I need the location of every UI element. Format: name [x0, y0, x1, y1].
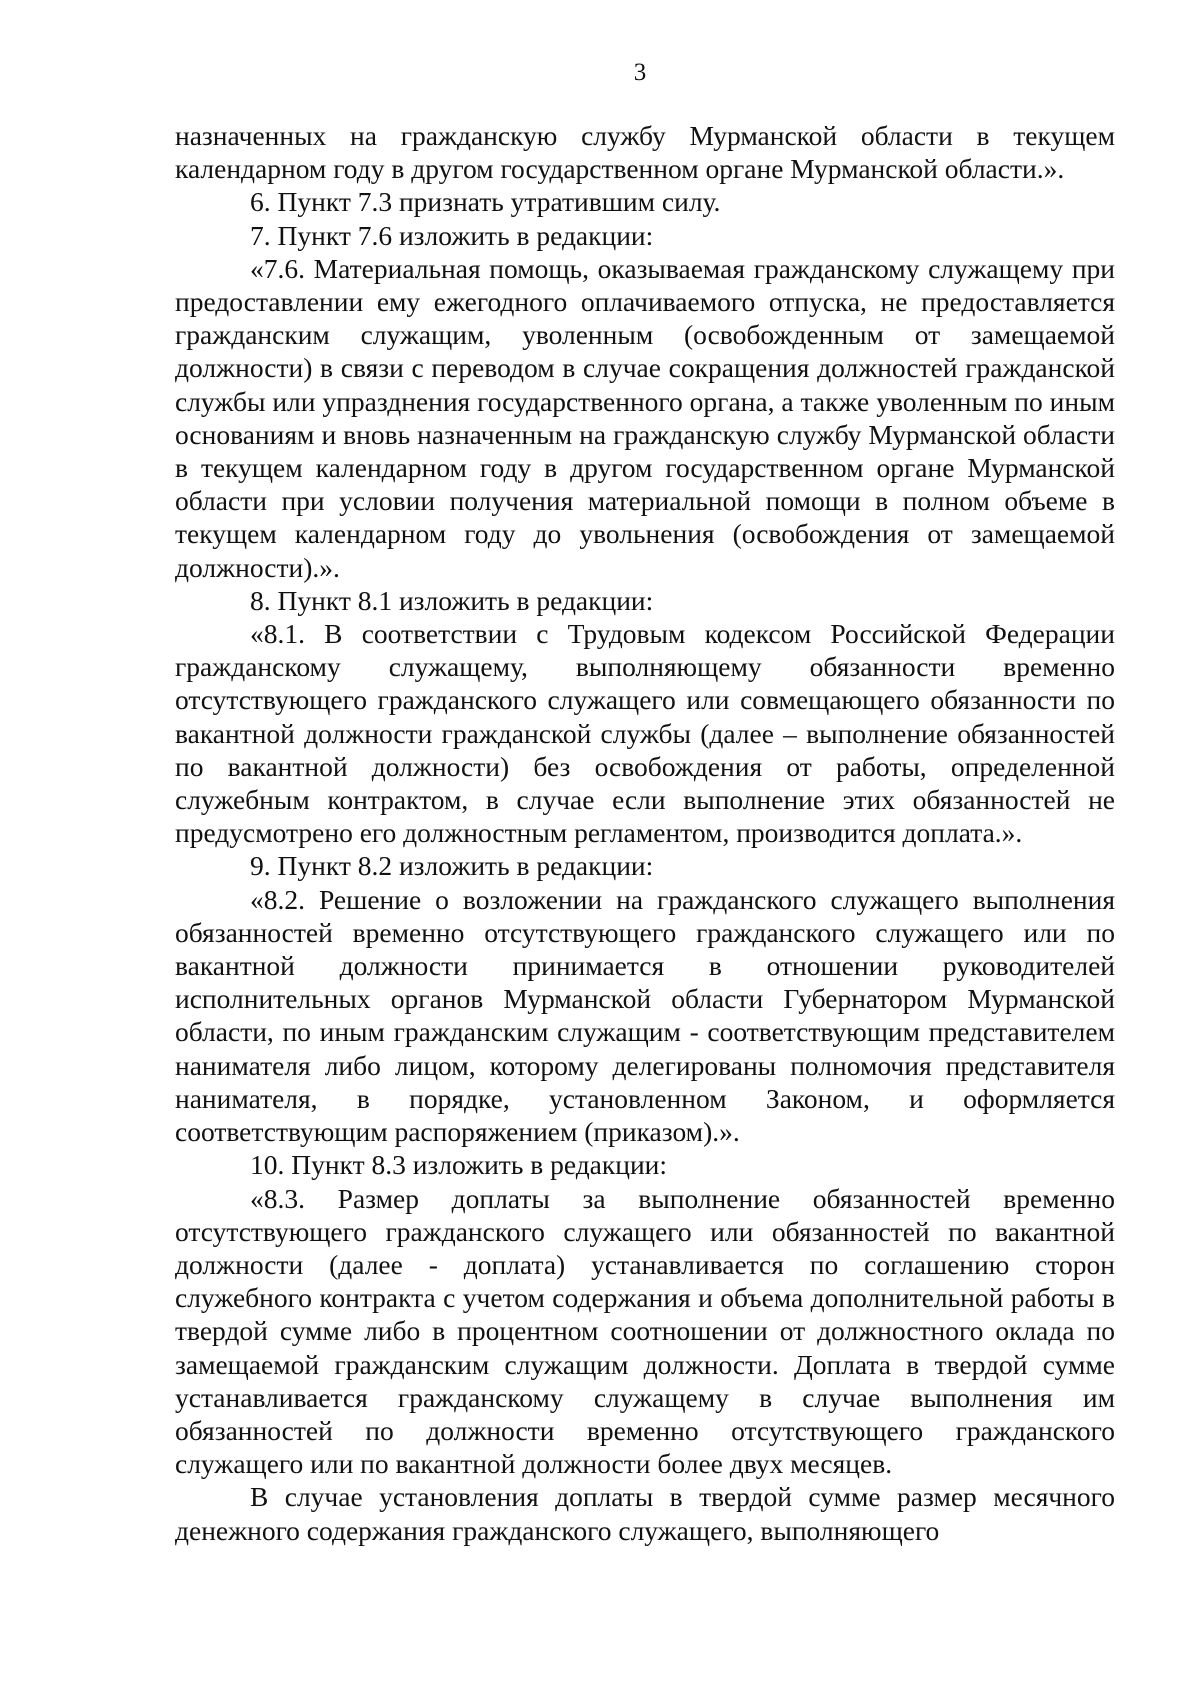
document-body [175, 119, 1115, 1547]
page-number: 3 [633, 59, 647, 86]
paragraph-quote-8-2: «8.2. Решение о возложении на гражданского служащего выполнения обязанностей временно отсутствующего гражданского служащего или по вакантной должности принимается в отношении руководителей исполнительных органов Мурманской области Губернатором Мурманской области, по иным гражданским служащим - соответствующим представителем нанимателя либо лицом, которому делегированы полномочия представителя нанимателя, в порядке, установленном Законом, и оформляется соответствующим распоряжением (приказом).». [175, 883, 1115, 1148]
paragraph-body-additional-pay: В случае установления доплаты в твердой сумме размер месячного денежного содержания гражданского служащего, выполняющего [175, 1481, 1115, 1546]
paragraph-item-10: 10. Пункт 8.3 изложить в редакции: [250, 1149, 668, 1181]
paragraph-item-8: 8. Пункт 8.1 изложить в редакции: [250, 584, 654, 616]
paragraph-item-9: 9. Пункт 8.2 изложить в редакции: [250, 850, 654, 882]
paragraph-item-7: 7. Пункт 7.6 изложить в редакции: [250, 219, 654, 251]
paragraph-quote-8-1: «8.1. В соответствии с Трудовым кодексом Российской Федерации гражданскому служащему, выполняющему обязанности временно отсутствующего гражданского служащего или совмещающего обязанности по вакантной должности гражданской службы (далее – выполнение обязанностей по вакантной должности) без освобождения от работы, определенной служебным контрактом, в случае если выполнение этих обязанностей не предусмотрено его должностным регламентом, производится доплата.». [175, 618, 1115, 849]
paragraph-continuation: назначенных на гражданскую службу Мурманской области в текущем календарном году в другом государственном органе Мурманской области.». [175, 120, 1115, 185]
paragraph-quote-7-6: «7.6. Материальная помощь, оказываемая гражданскому служащему при предоставлении ему ежегодного оплачиваемого отпуска, не предоставляется гражданским служащим, уволенным (освобожденным от замещаемой должности) в связи с переводом в случае сокращения должностей гражданской службы или упразднения государственного органа, а также уволенным по иным основаниям и вновь назначенным на гражданскую службу Мурманской области в текущем календарном году в другом государственном органе Мурманской области при условии получения материальной помощи в полном объеме в текущем календарном году до увольнения (освобождения от замещаемой должности).». [175, 252, 1115, 583]
paragraph-quote-8-3: «8.3. Размер доплаты за выполнение обязанностей временно отсутствующего гражданского служащего или обязанностей по вакантной должности (далее - доплата) устанавливается по соглашению сторон служебного контракта с учетом содержания и объема дополнительной работы в твердой сумме либо в процентном соотношении от должностного оклада по замещаемой гражданским служащим должности. Доплата в твердой сумме устанавливается гражданскому служащему в случае выполнения им обязанностей по должности временно отсутствующего гражданского служащего или по вакантной должности более двух месяцев. [175, 1182, 1115, 1480]
paragraph-item-6: 6. Пункт 7.3 признать утратившим силу. [250, 186, 721, 218]
